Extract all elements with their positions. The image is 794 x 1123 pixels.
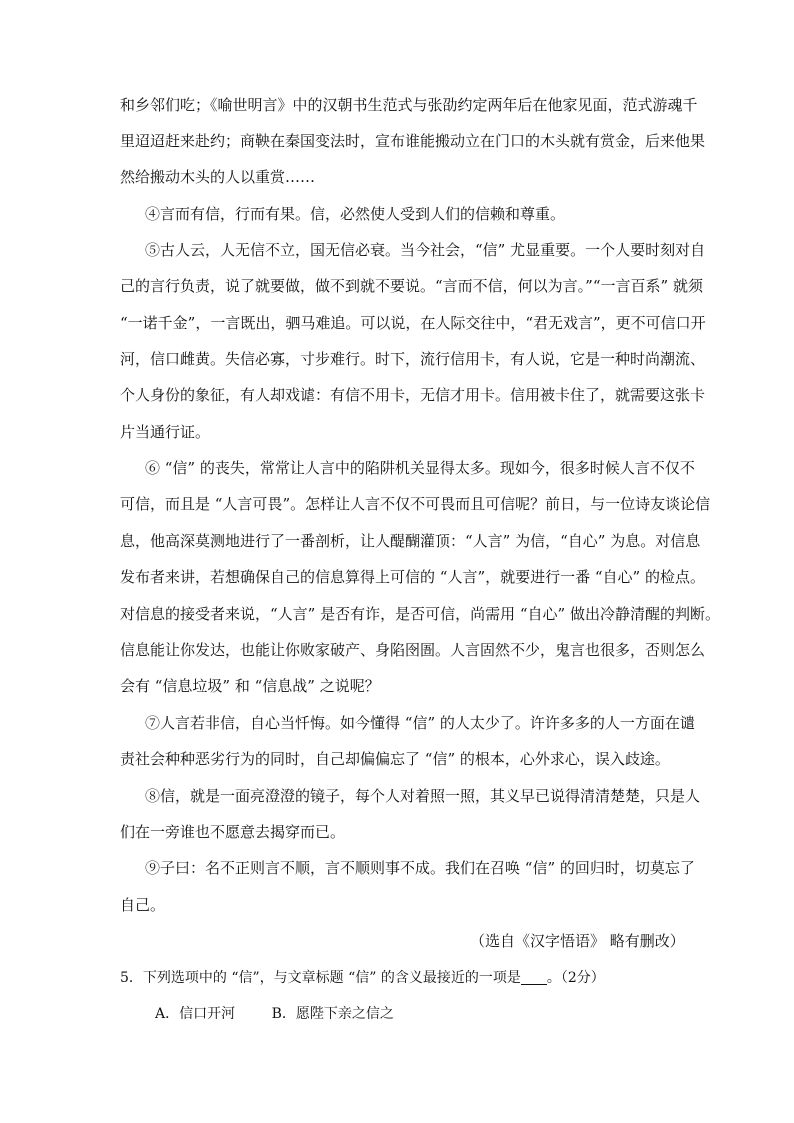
paragraph-3-line-1: 和乡邻们吃；《喻世明言》中的汉朝书生范式与张劭约定两年后在他家见面，范式游魂千 — [120, 96, 698, 114]
paragraph-5-line-6: 片当通行证。 — [120, 423, 211, 441]
paragraph-7-line-2: 责社会种种恶劣行为的同时，自己却偏偏忘了 “信” 的根本，心外求心，误入歧途。 — [120, 750, 670, 768]
option-a[interactable]: A．信口开河 — [155, 1006, 236, 1022]
paragraph-6-line-3: 息，他高深莫测地进行了一番剖析，让人醍醐灌顶：“人言” 为信，“自心” 为息。对信息 — [120, 532, 701, 550]
paragraph-5-line-1: ⑤古人云，人无信不立，国无信必衰。当今社会，“信” 尤显重要。一个人要时刻对自 — [145, 241, 706, 259]
question-5-options — [155, 1004, 394, 1024]
paragraph-3-line-2: 里迢迢赶来赴约；商鞅在秦国变法时，宣布谁能搬动立在门口的木头就有赏金，后来他果 — [120, 132, 706, 150]
question-5 — [120, 968, 605, 988]
paragraph-9-line-1: ⑨子曰：名不正则言不顺，言不顺则事不成。我们在召唤 “信” 的回归时，切莫忘了 — [145, 859, 695, 877]
paragraph-5-line-4: 河，信口雌黄。失信必寡，寸步难行。时下，流行信用卡，有人说，它是一种时尚潮流、 — [120, 350, 706, 368]
paragraph-6-line-4: 发布者来讲，若想确保自己的信息算得上可信的 “人言”，就要进行一番 “自心” 的检点。 — [120, 568, 705, 586]
paragraph-4-line-1: ④言而有信，行而有果。信，必然使人受到人们的信赖和尊重。 — [145, 205, 566, 223]
paragraph-6-line-7: 会有 “信息垃圾” 和 “信息战” 之说呢？ — [120, 677, 380, 695]
paragraph-8-line-2: 们在一旁谁也不愿意去揭穿而已。 — [120, 823, 346, 841]
paragraph-8-line-1: ⑧信，就是一面亮澄澄的镜子，每个人对着照一照，其义早已说得清清楚楚，只是人 — [145, 787, 701, 805]
paragraph-5-line-5: 个人身份的象征，有人却戏谑：有信不用卡，无信才用卡。信用被卡住了，就需要这张卡 — [120, 386, 706, 404]
question-5-prefix: 5．下列选项中的 “信”，与文章标题 “信” 的含义最接近的一项是 — [120, 970, 521, 986]
paragraph-6-line-5: 对信息的接受者来说，“人言” 是否有诈，是否可信，尚需用 “自心” 做出冷静清醒的判断。 — [120, 605, 720, 623]
question-5-suffix: 。（2分） — [546, 970, 605, 986]
option-b[interactable]: B．愿陛下亲之信之 — [271, 1006, 394, 1022]
paragraph-5-line-3: “一诺千金”，一言既出，驷马难追。可以说，在人际交往中，“君无戏言”，更不可信口开 — [120, 314, 706, 332]
paragraph-7-line-1: ⑦人言若非信，自心当忏悔。如今懂得 “信” 的人太少了。许许多多的人一方面在谴 — [145, 714, 695, 732]
paragraph-5-line-2: 己的言行负责，说了就要做，做不到就不要说。“言而不信，何以为言。”“一言百系” 就须 — [120, 277, 703, 295]
answer-blank[interactable] — [521, 970, 547, 985]
paragraph-6-line-6: 信息能让你发达，也能让你败家破产、身陷囹圄。人言固然不少，鬼言也很多，否则怎么 — [120, 641, 706, 659]
source-note: （选自《汉字悟语》 略有删改） — [470, 932, 685, 950]
paragraph-6-line-1: ⑥ “信” 的丧失，常常让人言中的陷阱机关显得太多。现如今，很多时候人言不仅不 — [145, 459, 695, 477]
paragraph-9-line-2: 自己。 — [120, 896, 166, 914]
paragraph-3-line-3: 然给搬动木头的人以重赏…… — [120, 168, 316, 186]
paragraph-6-line-2: 可信，而且是 “人言可畏”。怎样让人言不仅不可畏而且可信呢？前日，与一位诗友谈论信 — [120, 495, 711, 513]
